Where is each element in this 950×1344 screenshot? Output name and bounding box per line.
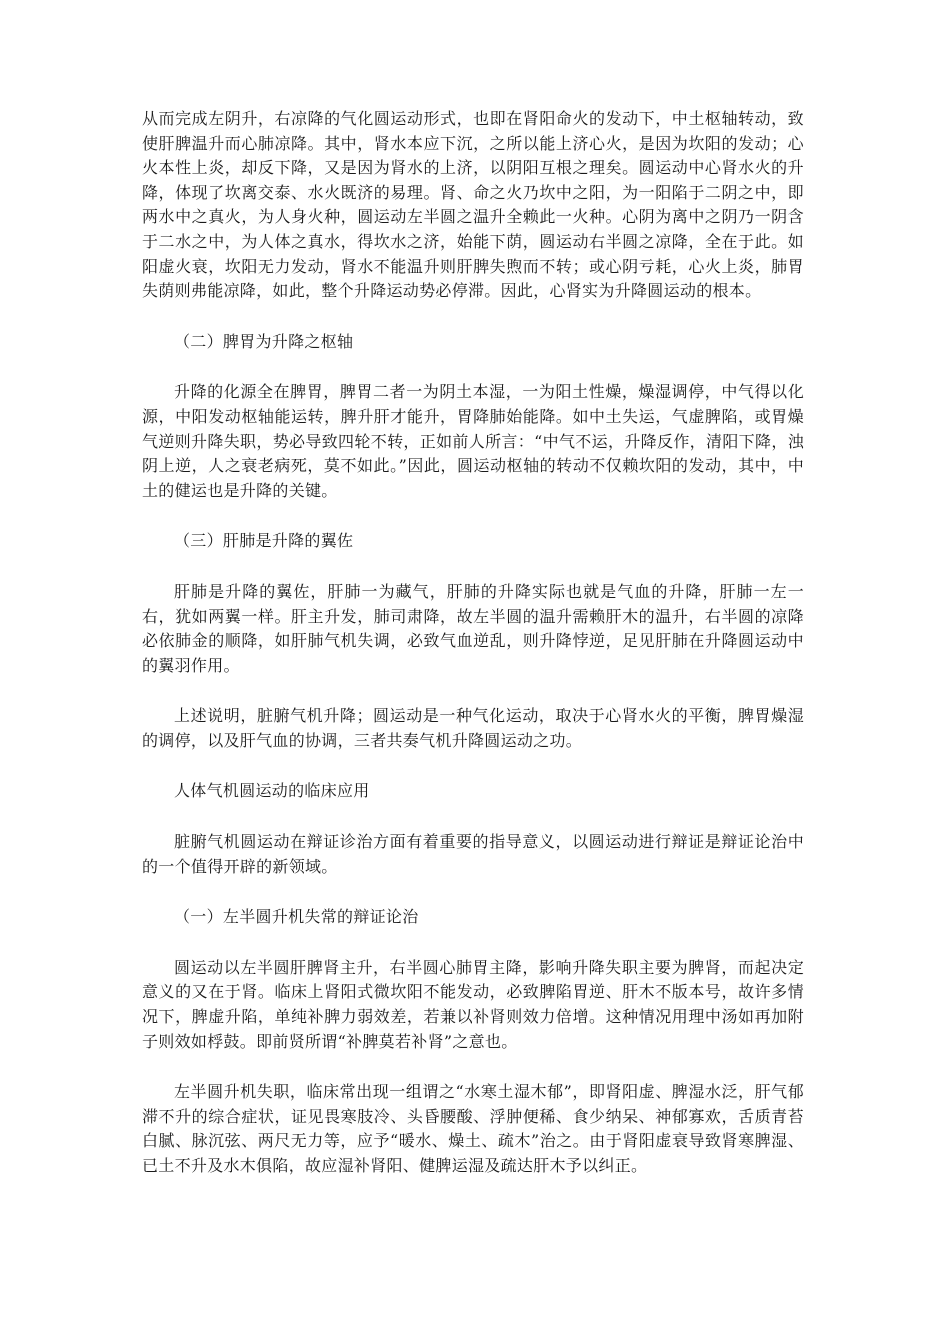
spacer (142, 930, 804, 956)
document-body (142, 107, 804, 1179)
spacer (142, 1054, 804, 1080)
paragraph-liver-lung: 肝肺是升降的翼佐，肝肺一为藏气，肝肺的升降实际也就是气血的升降，肝肺一左一右，犹如两翼一样。肝主升发，肺司肃降，故左半圆的温升需赖肝木的温升，右半圆的凉降必依肺金的顺降，如肝肺气机失调，必致气血逆乱，则升降悖逆，足见肝肺在升降圆运动中的翼羽作用。 (142, 581, 804, 675)
spacer (142, 753, 804, 779)
section-heading-clinical-application: 人体气机圆运动的临床应用 (174, 781, 370, 801)
paragraph-cardiorenal-root: 从而完成左阴升，右凉降的气化圆运动形式，也即在肾阳命火的发动下，中土枢轴转动，致使肝脾温升而心肺凉降。其中，肾水本应下沉，之所以能上济心火，是因为坎阳的发动；心火本性上炎，却反下降，又是因为肾水的上济，以阴阳互根之理矣。圆运动中心肾水火的升降，体现了坎离交泰、水火既济的易理。肾、命之火乃坎中之阳，为一阳陷于二阴之中，即两水中之真火，为人身火种，圆运动左半圆之温升全赖此一火种。心阴为离中之阴乃一阴含于二水之中，为人体之真水，得坎水之济，始能下荫，圆运动右半圆之凉降，全在于此。如阳虚火衰，坎阳无力发动，肾水不能温升则肝脾失煦而不转；或心阴亏耗，心火上炎，肺胃失荫则弗能凉降，如此，整个升降运动势必停滞。因此，心肾实为升降圆运动的根本。 (142, 109, 804, 301)
paragraph-water-cold-earth-damp: 左半圆升机失职，临床常出现一组谓之“水寒土湿木郁”，即肾阳虚、脾湿水泛，肝气郁滞不升的综合症状，证见畏寒肢冷、头昏腰酸、浮肿便稀、食少纳呆、神郁寡欢，舌质青苔白腻、脉沉弦、两尺无力等，应予“暖水、燥土、疏木”治之。由于肾阳虚衰导致肾寒脾湿、已土不升及水木俱陷，故应湿补肾阳、健脾运湿及疏达肝木予以纠正。 (142, 1082, 804, 1175)
section-heading-liver-lung: （三）肝肺是升降的翼佐 (174, 531, 354, 551)
spacer (142, 503, 804, 529)
spacer (142, 304, 804, 330)
paragraph-spleen-stomach: 升降的化源全在脾胃，脾胃二者一为阴土本湿，一为阳土性燥，燥湿调停，中气得以化源，中阳发动枢轴能运转，脾升肝才能升，胃降肺始能降。如中土失运，气虚脾陷，或胃燥气逆则升降失职，势必导致四轮不转，正如前人所言：“中气不运，升降反作，清阳下降，浊阴上逆，人之衰老病死，莫不如此。”因此，圆运动枢轴的转动不仅赖坎阳的发动，其中，中土的健运也是升降的关键。 (142, 382, 804, 500)
spacer (142, 554, 804, 580)
spacer (142, 354, 804, 380)
section-heading-left-semicircle: （一）左半圆升机失常的辩证论治 (174, 907, 419, 927)
paragraph-summary: 上述说明，脏腑气机升降；圆运动是一种气化运动，取决于心肾水火的平衡，脾胃燥湿的调停，以及肝气血的协调，三者共奏气机升降圆运动之功。 (142, 706, 804, 750)
paragraph-left-semicircle-kidney: 圆运动以左半圆肝脾肾主升，右半圆心肺胃主降，影响升降失职主要为脾肾，而起决定意义的又在于肾。临床上肾阳式微坎阳不能发动，必致脾陷胃逆、肝木不版本号，故许多情况下，脾虚升陷，单纯补脾力弱效差，若兼以补肾则效力倍增。这种情况用理中汤如再加附子则效如桴鼓。即前贤所谓“补脾莫若补肾”之意也。 (142, 957, 804, 1051)
spacer (142, 678, 804, 704)
spacer (142, 804, 804, 830)
section-heading-spleen-stomach: （二）脾胃为升降之枢轴 (174, 331, 354, 351)
paragraph-clinical-intro: 脏腑气机圆运动在辩证诊治方面有着重要的指导意义，以圆运动进行辩证是辩证论治中的一个值得开辟的新领域。 (142, 832, 804, 876)
spacer (142, 879, 804, 905)
